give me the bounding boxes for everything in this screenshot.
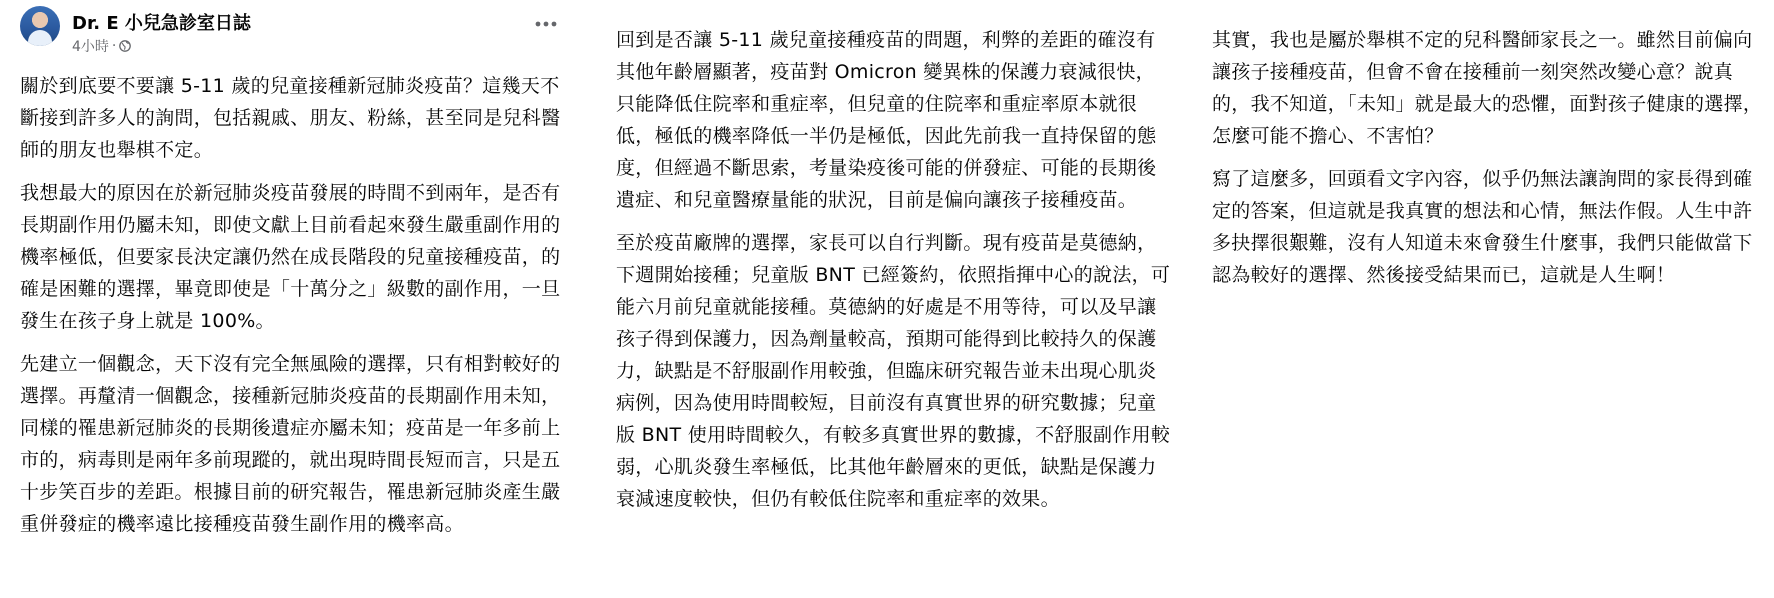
post-paragraph: 關於到底要不要讓 5-11 歲的兒童接種新冠肺炎疫苗？這幾天不斷接到許多人的詢問，包括親戚、朋友、粉絲，甚至同是兒科醫師的朋友也舉棋不定。 <box>20 75 561 161</box>
avatar[interactable] <box>20 6 60 46</box>
author-name[interactable]: Dr. E 小兒急診室日誌 <box>72 13 251 34</box>
post-paragraph: 回到是否讓 5-11 歲兒童接種疫苗的問題，利弊的差距的確沒有其他年齡層顯著，疫苗對 Omicron 變異株的保護力衰減很快，只能降低住院率和重症率，但兒童的住院率和重症率原本就很低，極低的機率降低一半仍是極低，因此先前我一直持保留的態度，但經過不斷思索，考量染疫後可能的併發症、可能的長期後遺症、和兒童醫療量能的狀況，目前是偏向讓孩子接種疫苗。 <box>616 29 1157 211</box>
post-paragraph: 至於疫苗廠牌的選擇，家長可以自行判斷。現有疫苗是莫德納，下週開始接種；兒童版 BNT 已經簽約，依照指揮中心的說法，可能六月前兒童就能接種。莫德納的好處是不用等待，可以及早讓孩子得到保護力，因為劑量較高，預期可能得到比較持久的保護力，缺點是不舒服副作用較強，但臨床研究報告並未出現心肌炎病例，因為使用時間較短，目前沒有真實世界的研究數據；兒童版 BNT 使用時間較久，有較多真實世界的數據，不舒服副作用較弱，心肌炎發生率極低，比其他年齡層來的更低，缺點是保護力衰減速度較快，但仍有較低住院率和重症率的效果。 <box>616 232 1171 510</box>
meta-separator: · <box>111 38 117 54</box>
more-icon <box>535 21 557 27</box>
post-meta <box>72 36 131 56</box>
post-paragraph: 寫了這麼多，回頭看文字內容，似乎仍無法讓詢問的家長得到確定的答案，但這就是我真實的想法和心情，無法作假。人生中許多抉擇很艱難，沒有人知道未來會發生什麼事，我們只能做當下認為較好的選擇、然後接受結果而已，這就是人生啊！ <box>1212 168 1753 286</box>
post-body <box>20 70 576 551</box>
post-header <box>20 6 570 58</box>
more-options-button[interactable] <box>530 8 562 40</box>
post-panel-1 <box>0 0 582 598</box>
post-paragraph: 其實，我也是屬於舉棋不定的兒科醫師家長之一。雖然目前偏向讓孩子接種疫苗，但會不會在接種前一刻突然改變心意？說真的，我不知道，「未知」就是最大的恐懼，面對孩子健康的選擇，怎麼可能不擔心、不害怕？ <box>1212 29 1763 147</box>
post-body <box>616 24 1172 526</box>
post-time[interactable]: 4小時 <box>72 39 109 55</box>
post-body <box>1212 24 1768 302</box>
post-panel-2 <box>596 0 1178 598</box>
post-panel-3 <box>1192 0 1774 598</box>
post-paragraph: 先建立一個觀念，天下沒有完全無風險的選擇，只有相對較好的選擇。再釐清一個觀念，接種新冠肺炎疫苗的長期副作用未知，同樣的罹患新冠肺炎的長期後遺症亦屬未知；疫苗是一年多前上市的，病毒則是兩年多前現蹤的，就出現時間長短而言，只是五十步笑百步的差距。根據目前的研究報告，罹患新冠肺炎產生嚴重併發症的機率遠比接種疫苗發生副作用的機率高。 <box>20 353 561 535</box>
globe-icon <box>119 40 131 52</box>
post-paragraph: 我想最大的原因在於新冠肺炎疫苗發展的時間不到兩年，是否有長期副作用仍屬未知，即使文獻上目前看起來發生嚴重副作用的機率極低，但要家長決定讓仍然在成長階段的兒童接種疫苗，的確是困難的選擇，畢竟即使是「十萬分之」級數的副作用，一旦發生在孩子身上就是 100%。 <box>20 182 561 332</box>
